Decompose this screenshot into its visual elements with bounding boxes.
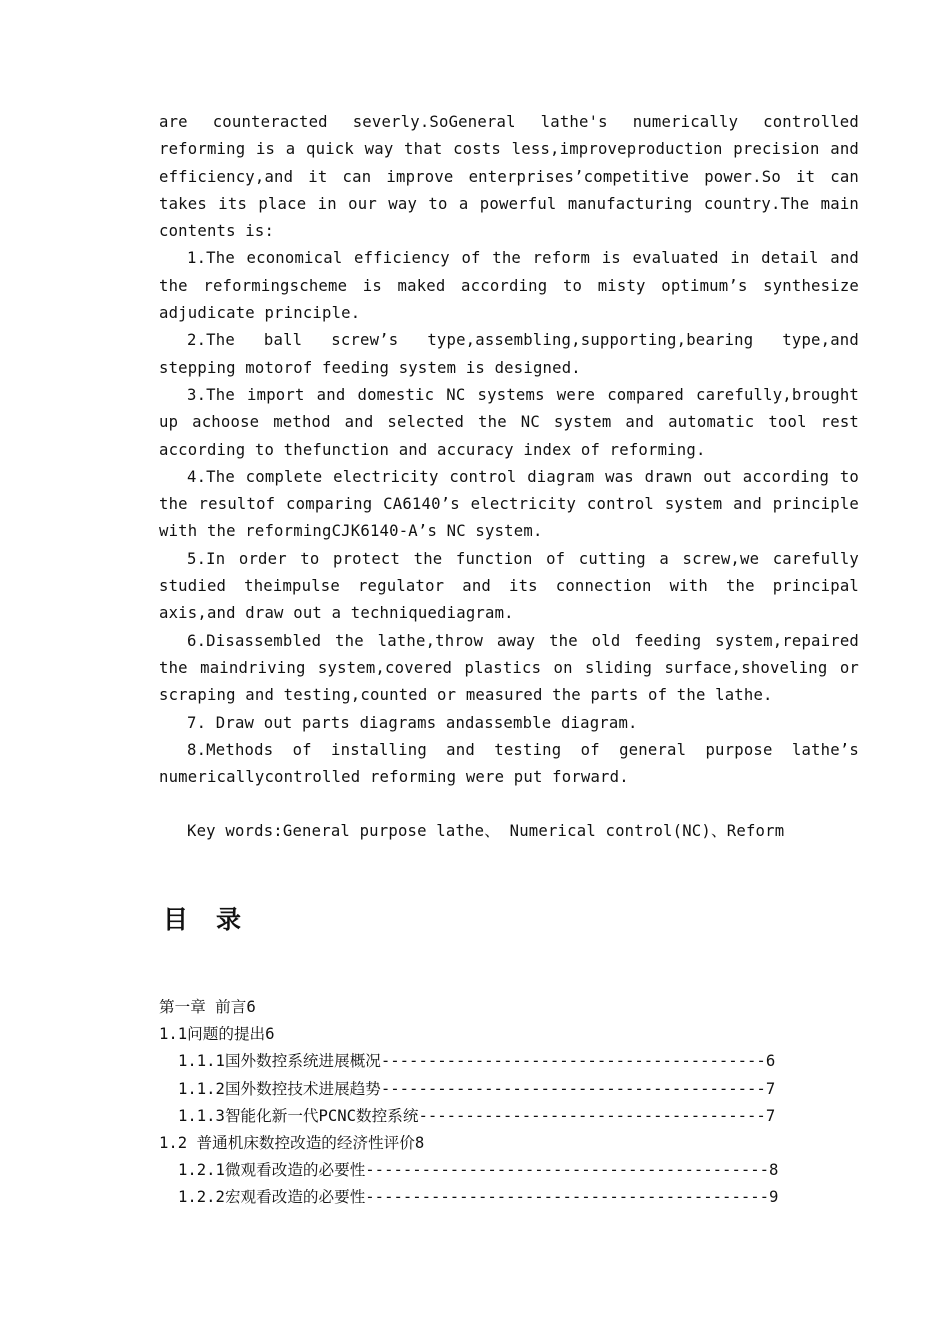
toc-entry[interactable] [159, 1048, 819, 1075]
toc-entry[interactable] [159, 1076, 819, 1103]
toc-entry[interactable] [159, 1021, 819, 1048]
toc-entry-page: 6 [246, 998, 256, 1016]
toc-entry-label: 1.1.1国外数控系统进展概况 [178, 1052, 381, 1071]
toc-entry-leader: ------------------------------------------- [365, 1188, 769, 1207]
toc-entry[interactable] [159, 1103, 819, 1130]
toc-title: 目录 [163, 905, 270, 934]
toc-entry-page: 8 [414, 1133, 425, 1152]
toc-entry[interactable] [159, 1130, 819, 1157]
toc-entry[interactable] [159, 994, 819, 1021]
toc-entry-label: 1.1.3智能化新一代PCNC数控系统 [178, 1106, 419, 1125]
abstract-paragraph: are counteracted severly.SoGeneral lathe's numerically controlled reforming is a quick way that costs less,improveproduction precision and efficiency,and it can improve enterprises’competitive power.So it can takes its place in our way to a powerful manufacturing country.The main contents is: [159, 113, 859, 241]
keywords-line: Key words:General purpose lathe、 Numerical control(NC)、Reform [187, 822, 785, 840]
contents-item-6: 6.Disassembled the lathe,throw away the old feeding system,repaired the maindriving system,covered plastics on sliding surface,shoveling or scraping and testing,counted or measured the parts of the lathe. [159, 631, 859, 705]
contents-item-3: 3.The import and domestic NC systems were compared carefully,brought up achoose method and selected the NC system and automatic tool rest according to thefunction and accuracy index of reforming. [159, 385, 859, 459]
contents-item-2: 2.The ball screw’s type,assembling,supporting,bearing type,and stepping motorof feeding system is designed. [159, 331, 859, 377]
toc-entry-label: 1.2.1微观看改造的必要性 [178, 1161, 366, 1180]
toc-entry-page: 7 [765, 1106, 776, 1125]
toc-entry-leader: ------------------------------------- [418, 1106, 766, 1125]
toc-entry-label: 1.2 普通机床数控改造的经济性评价 [159, 1133, 415, 1152]
toc-entry[interactable] [159, 1184, 819, 1211]
contents-item-8: 8.Methods of installing and testing of general purpose lathe’s numericallycontrolled reforming were put forward. [159, 740, 859, 787]
toc-entry-page: 6 [265, 1025, 275, 1044]
contents-item-1: 1.The economical efficiency of the reform is evaluated in detail and the reformingscheme is maked according to misty optimum’s synthesize adjudicate principle. [159, 249, 859, 323]
toc-entry-label: 1.1.2国外数控技术进展趋势 [178, 1079, 381, 1098]
toc-entry-page: 9 [769, 1188, 779, 1207]
toc-entry-leader: ----------------------------------------- [380, 1052, 766, 1071]
table-of-contents [159, 994, 819, 1212]
contents-item-5: 5.In order to protect the function of cutting a screw,we carefully studied theimpulse regulator and its connection with the principal axis,and draw out a techniquediagram. [159, 549, 859, 623]
toc-entry-label: 1.1问题的提出 [159, 1025, 266, 1044]
toc-entry-page: 6 [765, 1052, 776, 1071]
contents-item-7: 7. Draw out parts diagrams andassemble diagram. [187, 713, 638, 732]
toc-entry-leader: ----------------------------------------- [380, 1079, 766, 1098]
contents-item-4: 4.The complete electricity control diagram was drawn out according to the resultof comparing CA6140’s electricity control system and principle with the reformingCJK6140-A’s NC system. [159, 467, 859, 541]
toc-entry-leader: ------------------------------------------- [365, 1161, 769, 1180]
toc-entry-label: 1.2.2宏观看改造的必要性 [178, 1188, 366, 1207]
toc-entry-page: 7 [765, 1079, 776, 1098]
abstract-body [159, 109, 859, 791]
toc-entry[interactable] [159, 1157, 819, 1184]
toc-entry-page: 8 [769, 1161, 779, 1180]
toc-entry-label: 第一章 前言 [159, 998, 247, 1016]
